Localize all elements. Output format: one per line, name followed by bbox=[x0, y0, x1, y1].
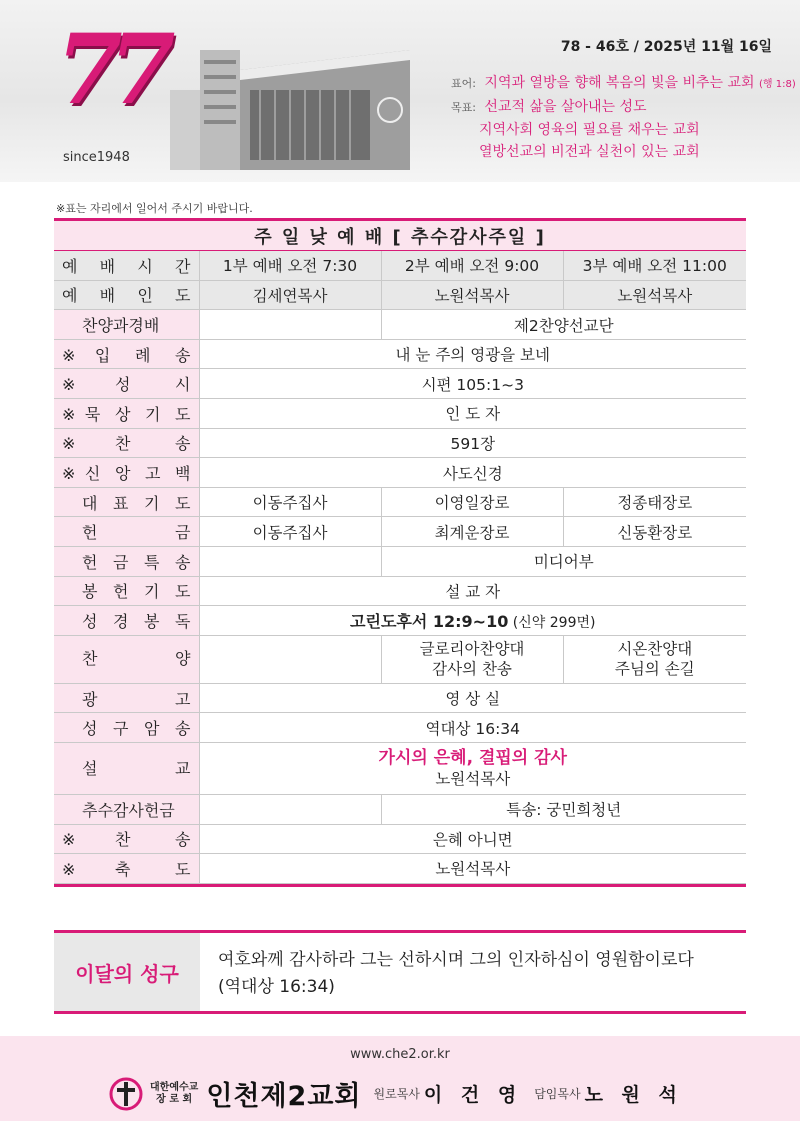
goal-label: 목표: bbox=[451, 101, 476, 114]
benediction-label: ※축 도 bbox=[54, 854, 199, 884]
offering-2: 최계운장로 bbox=[381, 517, 563, 547]
footer bbox=[0, 1036, 800, 1121]
anthem-2-choir: 시온찬양대 bbox=[617, 640, 693, 659]
church-emblem-icon bbox=[108, 1076, 144, 1112]
prayer-2: 이영일장로 bbox=[381, 487, 563, 517]
hymn-label: ※찬 송 bbox=[54, 428, 199, 458]
sermon-title: 가시의 은혜, 결핍의 감사 bbox=[378, 747, 567, 768]
closing-hymn-label: ※찬 송 bbox=[54, 824, 199, 854]
closing-hymn-value: 은혜 아니면 bbox=[199, 824, 746, 854]
thanks-offering-label: 추수감사헌금 bbox=[54, 795, 199, 825]
memory-label: 성 구 암 송 bbox=[54, 713, 199, 743]
announce-value: 영 상 실 bbox=[199, 683, 746, 713]
leader-3: 노원석목사 bbox=[563, 280, 746, 310]
offering-prayer-label: 봉 헌 기 도 bbox=[54, 576, 199, 606]
thanks-offering-empty bbox=[199, 795, 381, 825]
benediction-value: 노원석목사 bbox=[199, 854, 746, 884]
choir-empty bbox=[199, 310, 381, 340]
standing-note: ※표는 자리에서 일어서 주시기 바랍니다. bbox=[56, 202, 253, 215]
senior-role: 담임목사 bbox=[534, 1087, 581, 1101]
psalm-value: 시편 105:1~3 bbox=[199, 369, 746, 399]
sermon-preacher: 노원석목사 bbox=[435, 769, 511, 788]
anthem-label: 찬 양 bbox=[54, 635, 199, 683]
creed-value: 사도신경 bbox=[199, 458, 746, 488]
verse-text: 여호와께 감사하라 그는 선하시며 그의 인자하심이 영원함이로다 bbox=[218, 950, 694, 970]
motto-ref: (행 1:8) bbox=[759, 79, 796, 90]
reading-label: 성 경 봉 독 bbox=[54, 606, 199, 636]
offering-1: 이동주집사 bbox=[199, 517, 381, 547]
psalm-label: ※성 시 bbox=[54, 369, 199, 399]
senior-name: 노 원 석 bbox=[584, 1084, 683, 1106]
service-time-2: 2부 예배 오전 9:00 bbox=[381, 251, 563, 281]
reading-passage: 고린도후서 12:9~10 bbox=[350, 612, 509, 632]
motto-label: 표어: bbox=[451, 77, 476, 90]
emeritus-name: 이 건 영 bbox=[423, 1084, 523, 1106]
anthem-2-song: 주님의 손길 bbox=[614, 660, 695, 679]
bulletin-header bbox=[0, 0, 800, 182]
goal-1: 선교적 삶을 살아내는 성도 bbox=[484, 99, 647, 115]
worship-title: 주 일 낮 예 배 [ 추수감사주일 ] bbox=[54, 221, 746, 251]
anthem-1 bbox=[381, 635, 563, 683]
motto-text: 지역과 열방을 향해 복음의 빛을 비추는 교회 bbox=[484, 75, 755, 91]
anthem-2 bbox=[563, 635, 746, 683]
church-building-image bbox=[160, 30, 420, 180]
anthem-empty bbox=[199, 635, 381, 683]
call-value: 내 눈 주의 영광을 보네 bbox=[199, 339, 746, 369]
creed-label: ※신 앙 고 백 bbox=[54, 458, 199, 488]
issue-date: 78 - 46호 / 2025년 11월 16일 bbox=[560, 39, 772, 55]
church-name: 인천제2교회 bbox=[206, 1081, 362, 1112]
prayer-label: 대 표 기 도 bbox=[54, 487, 199, 517]
offering-3: 신동환장로 bbox=[563, 517, 746, 547]
silent-prayer-value: 인 도 자 bbox=[199, 399, 746, 429]
prayer-3: 정종태장로 bbox=[563, 487, 746, 517]
verse-label: 이달의 성구 bbox=[54, 933, 200, 1011]
worship-order bbox=[54, 218, 746, 887]
choir-label: 찬양과경배 bbox=[54, 310, 199, 340]
leader-2: 노원석목사 bbox=[381, 280, 563, 310]
leader-1: 김세연목사 bbox=[199, 280, 381, 310]
choir-value: 제2찬양선교단 bbox=[381, 310, 746, 340]
goal-2: 지역사회 영육의 필요를 채우는 교회 bbox=[479, 122, 700, 138]
anthem-1-choir: 글로리아찬양대 bbox=[419, 640, 525, 659]
silent-prayer-label: ※묵 상 기 도 bbox=[54, 399, 199, 429]
service-time-3: 3부 예배 오전 11:00 bbox=[563, 251, 746, 281]
times-label: 예 배 시 간 bbox=[54, 251, 199, 281]
offering-special-value: 미디어부 bbox=[381, 547, 746, 577]
website-url[interactable]: www.che2.or.kr bbox=[350, 1047, 450, 1062]
leaders-label: 예 배 인 도 bbox=[54, 280, 199, 310]
logo-77: 77 bbox=[56, 13, 162, 126]
offering-prayer-value: 설 교 자 bbox=[199, 576, 746, 606]
denomination: 대한예수교 장 로 회 bbox=[150, 1081, 199, 1105]
offering-special-label: 헌 금 특 송 bbox=[54, 547, 199, 577]
anthem-1-song: 감사의 찬송 bbox=[432, 660, 512, 679]
thanks-offering-value: 특송: 궁민희청년 bbox=[381, 795, 746, 825]
prayer-1: 이동주집사 bbox=[199, 487, 381, 517]
verse-of-month bbox=[54, 930, 746, 1014]
goal-3: 열방선교의 비전과 실천이 있는 교회 bbox=[479, 144, 700, 160]
verse-text-block bbox=[200, 933, 746, 1011]
offering-special-empty bbox=[199, 547, 381, 577]
reading-page: (신약 299면) bbox=[508, 615, 596, 632]
offering-label: 헌 금 bbox=[54, 517, 199, 547]
church-signature bbox=[108, 1074, 695, 1113]
call-label: ※입 례 송 bbox=[54, 339, 199, 369]
motto-block bbox=[451, 72, 796, 163]
service-time-1: 1부 예배 오전 7:30 bbox=[199, 251, 381, 281]
sermon-label: 설 교 bbox=[54, 743, 199, 795]
emeritus-role: 원로목사 bbox=[373, 1087, 420, 1101]
announce-label: 광 고 bbox=[54, 683, 199, 713]
hymn-value: 591장 bbox=[199, 428, 746, 458]
since-text: since1948 bbox=[63, 150, 130, 165]
sermon-value bbox=[199, 743, 746, 795]
memory-value: 역대상 16:34 bbox=[199, 713, 746, 743]
reading-value bbox=[199, 606, 746, 636]
verse-ref: (역대상 16:34) bbox=[218, 977, 335, 997]
